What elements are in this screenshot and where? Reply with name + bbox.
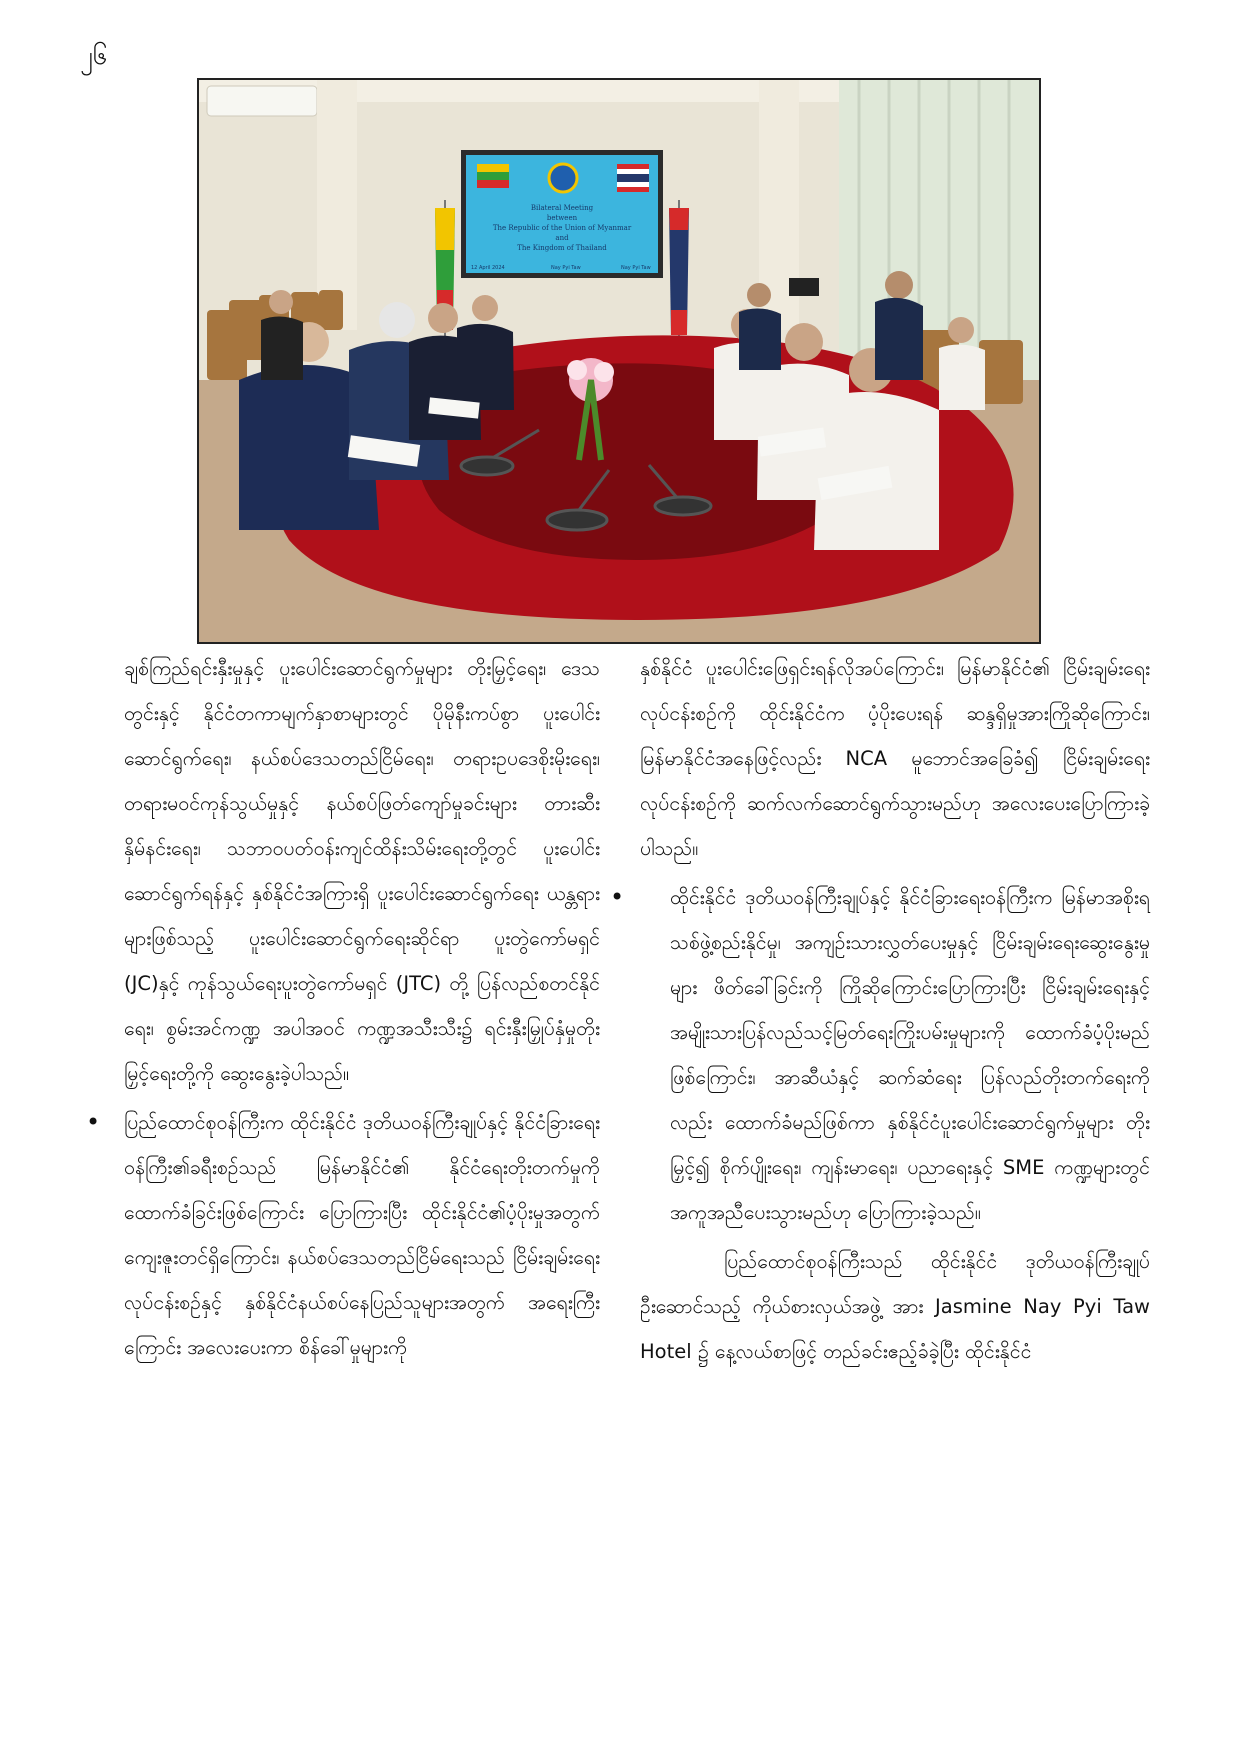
screen-footer-left: 12 April 2024 [471, 265, 505, 271]
right-paragraph-1: နှစ်နိုင်ငံ ပူးပေါင်းဖြေရှင်းရန်လိုအပ်ကြောင်း၊ မြန်မာနိုင်ငံ၏ ငြိမ်းချမ်းရေးလုပ်ငန်းစဉ်ကို ထိုင်းနိုင်ငံက ပံ့ပိုးပေးရန် ဆန္ဒရှိမှုအားကြိုဆိုကြောင်း၊ မြန်မာနိုင်ငံအနေဖြင့်လည်း NCA မူဘောင်အခြေခံ၍ ငြိမ်းချမ်းရေးလုပ်ငန်းစဉ်ကို ဆက်လက်ဆောင်ရွက်သွားမည်ဟု အလေးပေးပြောကြားခဲ့ပါသည်။ [640, 657, 1150, 860]
left-paragraph-1: ချစ်ကြည်ရင်းနှီးမှုနှင့် ပူးပေါင်းဆောင်ရွက်မှုများ တိုးမြှင့်ရေး၊ ဒေသတွင်းနှင့် နိုင်ငံတကာမျက်နှာစာများတွင် ပိုမိုနီးကပ်စွာ ပူးပေါင်းဆောင်ရွက်ရေး၊ နယ်စပ်ဒေသတည်ငြိမ်ရေး၊ တရားဥပဒေစိုးမိုးရေး၊ တရားမဝင်ကုန်သွယ်မှုနှင့် နယ်စပ်ဖြတ်ကျော်မှုခင်းများ တားဆီးနှိမ်နင်းရေး၊ သဘာဝပတ်ဝန်းကျင်ထိန်းသိမ်းရေးတို့တွင် ပူးပေါင်းဆောင်ရွက်ရန်နှင့် နှစ်နိုင်ငံအကြားရှိ ပူးပေါင်းဆောင်ရွက်ရေး ယန္တရားများဖြစ်သည့် ပူးပေါင်းဆောင်ရွက်ရေးဆိုင်ရာ ပူးတွဲကော်မရှင် (JC)နှင့် ကုန်သွယ်ရေးပူးတွဲကော်မရှင် (JTC) တို့ ပြန်လည်စတင်နိုင်ရေး၊ စွမ်းအင်ကဏ္ဍ အပါအဝင် ကဏ္ဍအသီးသီး၌ ရင်းနှီးမြှုပ်နှံမှုတိုးမြှင့်ရေးတို့ကို ဆွေးနွေးခဲ့ပါသည်။ [124, 657, 600, 1085]
right-bullet-item [610, 875, 1150, 1235]
bullet-icon: • [610, 883, 625, 911]
meeting-photo [197, 78, 1041, 644]
right-column [610, 646, 1150, 1374]
page-number: ၂၆ [80, 41, 108, 71]
screen-footer-mid: Nay Pyi Taw [551, 265, 581, 271]
left-bullet-item [86, 1100, 600, 1370]
left-bullet-text: ပြည်ထောင်စုဝန်ကြီးက ထိုင်းနိုင်ငံ ဒုတိယဝန်ကြီးချုပ်နှင့် နိုင်ငံခြားရေးဝန်ကြီး၏ခရီးစဉ်သည် မြန်မာနိုင်ငံ၏ နိုင်ငံရေးတိုးတက်မှုကို ထောက်ခံခြင်းဖြစ်ကြောင်း ပြောကြားပြီး ထိုင်းနိုင်ငံ၏ပံ့ပိုးမှုအတွက် ကျေးဇူးတင်ရှိကြောင်း၊ နယ်စပ်ဒေသတည်ငြိမ်ရေးသည် ငြိမ်းချမ်းရေးလုပ်ငန်းစဉ်နှင့် နှစ်နိုင်ငံနယ်စပ်နေပြည်သူများအတွက် အရေးကြီးကြောင်း အလေးပေးကာ စိန်ခေါ်မှုများကို [124, 1111, 600, 1359]
right-bullet-text: ထိုင်းနိုင်ငံ ဒုတိယဝန်ကြီးချုပ်နှင့် နိုင်ငံခြားရေးဝန်ကြီးက မြန်မာအစိုးရသစ်ဖွဲ့စည်းနိုင်မှု၊ အကျဉ်းသားလွှတ်ပေးမှုနှင့် ငြိမ်းချမ်းရေးဆွေးနွေးမှုများ ဖိတ်ခေါ်ခြင်းကို ကြိုဆိုကြောင်းပြောကြားပြီး ငြိမ်းချမ်းရေးနှင့် အမျိုးသားပြန်လည်သင့်မြတ်ရေးကြိုးပမ်းမှုများကို ထောက်ခံပံ့ပိုးမည်ဖြစ်ကြောင်း၊ အာဆီယံနှင့် ဆက်ဆံရေး ပြန်လည်တိုးတက်ရေးကိုလည်း ထောက်ခံမည်ဖြစ်ကာ နှစ်နိုင်ငံပူးပေါင်းဆောင်ရွက်မှုများ တိုးမြှင့်၍ စိုက်ပျိုးရေး၊ ကျန်းမာရေး၊ ပညာရေးနှင့် SME ကဏ္ဍများတွင် အကူအညီပေးသွားမည်ဟု ပြောကြားခဲ့သည်။ [670, 886, 1150, 1224]
screen-footer-right: Nay Pyi Taw [621, 265, 651, 271]
left-column [86, 646, 600, 1370]
bullet-icon: • [86, 1108, 101, 1136]
screen-line-4: and [555, 234, 569, 242]
screen-line-3: The Republic of the Union of Myanmar [492, 224, 632, 232]
screen-line-1: Bilateral Meeting [530, 204, 594, 212]
screen-line-2: between [546, 214, 578, 222]
right-paragraph-2: ပြည်ထောင်စုဝန်ကြီးသည် ထိုင်းနိုင်ငံ ဒုတိယဝန်ကြီးချုပ်ဦးဆောင်သည့် ကိုယ်စားလှယ်အဖွဲ့ အား Jasmine Nay Pyi Taw Hotel ၌ နေ့လယ်စာဖြင့် တည်ခင်းဧည့်ခံခဲ့ပြီး ထိုင်းနိုင်ငံ [640, 1250, 1150, 1363]
screen-line-5: The Kingdom of Thailand [517, 244, 607, 252]
